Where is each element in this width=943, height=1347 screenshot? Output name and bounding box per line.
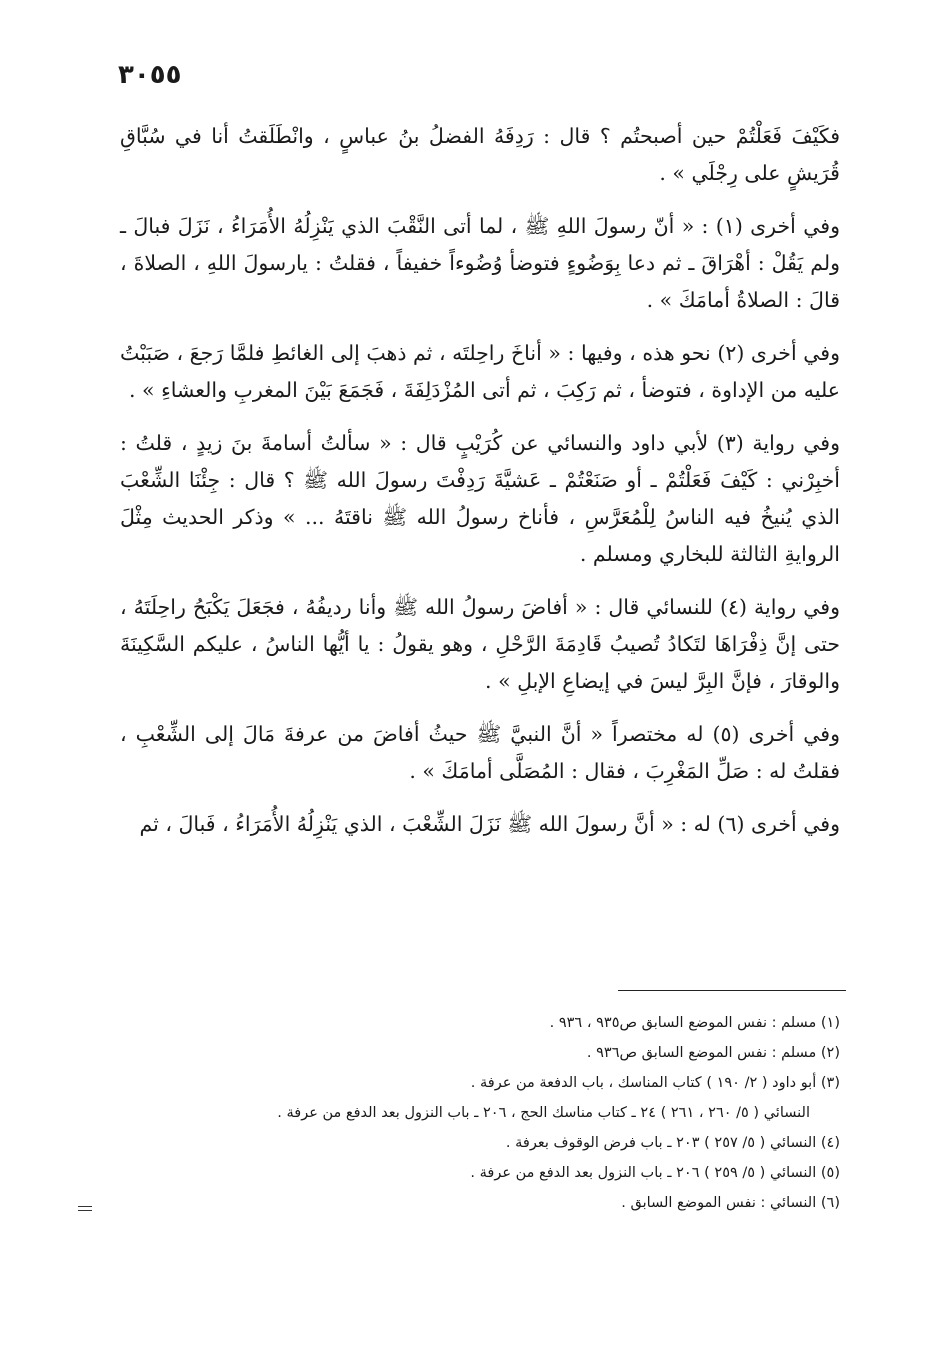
paragraph: وفي أخرى (٦) له : « أنَّ رسولَ الله ﷺ نَزَلَ الشِّعْبَ ، الذي يَنْزِلُهُ الأُمَرَاءُ ، فَبالَ ، ثم	[139, 812, 840, 836]
paragraph: وفي أخرى (٢) نحو هذه ، وفيها : « أناخَ راحِلتَه ، ثم ذهبَ إلى الغائطِ فلمَّا رَجعَ ، صَبَبْتُ عليه من الإداوة ، فتوضأ ، ثم رَكِبَ ، ثم أتى المُزْدَلِفَةَ ، فَجَمَعَ بَيْنَ المغربِ والعشاءِ » .	[120, 341, 840, 402]
footnote: (٣) أبو داود ( ٢/ ١٩٠ ) كتاب المناسك ، باب الدفعة من عرفة .	[470, 1075, 840, 1091]
paragraph: وفي أخرى (٥) له مختصراً « أنَّ النبيَّ ﷺ حيثُ أفاضَ من عرفةَ مَالَ إلى الشِّعْبِ ، فقلتُ له : صَلِّ المَغْرِبَ ، فقال : المُصَلَّى أمامَكَ » .	[120, 722, 840, 783]
footnote: (٦) النسائي : نفس الموضع السابق .	[621, 1195, 840, 1211]
paragraph: وفي رواية (٤) للنسائي قال : « أفاضَ رسولُ الله ﷺ وأنا رديفُهُ ، فجَعَلَ يَكْبَحُ راحِلَتَهُ ، حتى إنَّ ذِفْرَاهَا لتَكادُ تُصيبُ قَادِمَةَ الرَّحْلِ ، وهو يقولُ : يا أيُّها الناسُ ، عليكم السَّكِينَةَ والوقارَ ، فإنَّ البِرَّ ليسَ في إيضاعِ الإبلِ » .	[120, 595, 841, 693]
footnote: (٥) النسائي ( ٥/ ٢٥٩ ) ٢٠٦ ـ باب النزول بعد الدفع من عرفة .	[470, 1165, 840, 1181]
footnote: (٤) النسائي ( ٥/ ٢٥٧ ) ٢٠٣ ـ باب فرض الوقوف بعرفة .	[505, 1135, 840, 1151]
page-number: ٣٠٥٥	[118, 60, 182, 90]
footnote-separator	[618, 990, 846, 991]
paragraph: وفي رواية (٣) لأبي داود والنسائي عن كُرَيْبٍ قال : « سألتُ أسامةَ بنَ زيدٍ ، قلتُ : أخبِرْني : كَيْفَ فَعَلْتُمْ ـ أو صَنَعْتُمْ ـ عَشيَّةَ رَدِفْتَ رسولَ الله ﷺ ؟ قال : جِئْنَا الشِّعْبَ الذي يُنيخُ فيه الناسُ لِلْمُعَرَّسِ ، فأناخ رسولُ الله ﷺ ناقتَهُ ... » وذكر الحديث مِثْلَ الروايةِ الثالثة للبخاري ومسلم .	[120, 431, 840, 566]
footnote: (٢) مسلم : نفس الموضع السابق ص٩٣٦ .	[586, 1045, 840, 1061]
footnote: (١) مسلم : نفس الموضع السابق ص٩٣٥ ، ٩٣٦ .	[549, 1015, 840, 1031]
margin-mark	[78, 1206, 92, 1214]
footnotes	[160, 1008, 840, 1218]
paragraph: فكَيْفَ فَعَلْتُمْ حين أصبحتُم ؟ قال : رَدِفَهُ الفضلُ بنُ عباسٍ ، وانْطَلَقتُ أنا في سُبَّاقِ قُرَيشٍ على رِجْلَي » .	[120, 124, 840, 185]
footnote-continuation: النسائي ( ٥/ ٢٦٠ ، ٢٦١ ) ٢٤ ـ كتاب مناسك الحج ، ٢٠٦ ـ باب النزول بعد الدفع من عرفة .	[277, 1105, 810, 1121]
paragraph: وفي أخرى (١) : « أنّ رسولَ اللهِ ﷺ ، لما أتى النَّقْبَ الذي يَنْزِلُهُ الأُمَرَاءُ ، نَزَلَ فبالَ ـ ولم يَقُلْ : أهْرَاقَ ـ ثم دعا بِوَضُوءٍ فتوضأ وُضُوءاً خفيفاً ، فقلتُ : يارسولَ اللهِ ، الصلاةَ ، قالَ : الصلاةُ أمامَكَ » .	[120, 214, 840, 312]
main-text	[120, 118, 840, 859]
